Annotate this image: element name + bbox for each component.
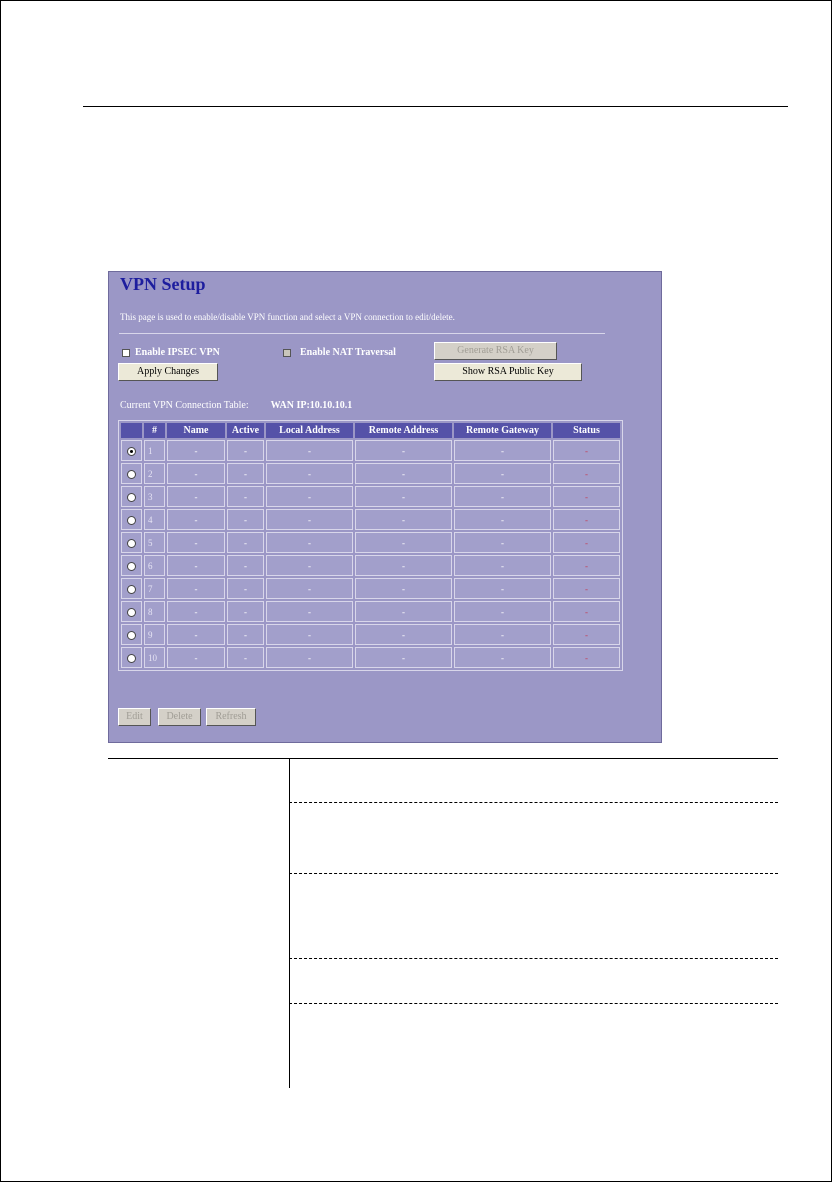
row-status-cell: - [553, 509, 620, 530]
row-name-cell: - [167, 647, 225, 668]
row-local-cell: - [266, 486, 353, 507]
row-remote-cell: - [355, 601, 452, 622]
row-active-cell: - [227, 486, 264, 507]
row-remote-cell: - [355, 532, 452, 553]
row-status-cell: - [553, 601, 620, 622]
table-row[interactable] [121, 647, 620, 668]
row-local-cell: - [266, 647, 353, 668]
row-number-cell: 9 [144, 624, 165, 645]
generate-rsa-key-button[interactable]: Generate RSA Key [434, 342, 557, 360]
table-row[interactable] [121, 601, 620, 622]
top-divider [83, 106, 788, 107]
lower-row-divider [289, 873, 778, 874]
row-remote-cell: - [355, 463, 452, 484]
row-active-cell: - [227, 578, 264, 599]
row-select-cell [121, 440, 142, 461]
row-number-cell: 1 [144, 440, 165, 461]
column-header-name: Name [167, 423, 225, 438]
table-row[interactable] [121, 555, 620, 576]
row-gateway-cell: - [454, 486, 551, 507]
row-select-radio[interactable] [127, 585, 136, 594]
show-rsa-public-key-button[interactable]: Show RSA Public Key [434, 363, 582, 381]
row-name-cell: - [167, 578, 225, 599]
enable-nat-label: Enable NAT Traversal [300, 347, 396, 358]
row-local-cell: - [266, 555, 353, 576]
lower-table-column-divider [289, 758, 290, 1088]
row-remote-cell: - [355, 509, 452, 530]
enable-nat-checkbox[interactable] [283, 349, 291, 357]
row-gateway-cell: - [454, 624, 551, 645]
row-local-cell: - [266, 601, 353, 622]
row-gateway-cell: - [454, 509, 551, 530]
row-local-cell: - [266, 624, 353, 645]
row-select-cell [121, 601, 142, 622]
row-gateway-cell: - [454, 647, 551, 668]
row-name-cell: - [167, 486, 225, 507]
row-status-cell: - [553, 578, 620, 599]
row-select-cell [121, 532, 142, 553]
row-local-cell: - [266, 440, 353, 461]
row-status-cell: - [553, 440, 620, 461]
row-number-cell: 6 [144, 555, 165, 576]
apply-changes-button[interactable]: Apply Changes [118, 363, 218, 381]
row-gateway-cell: - [454, 578, 551, 599]
column-header-local-address: Local Address [266, 423, 353, 438]
row-select-radio[interactable] [127, 654, 136, 663]
row-select-radio[interactable] [127, 493, 136, 502]
row-select-cell [121, 624, 142, 645]
table-row[interactable] [121, 578, 620, 599]
row-number-cell: 2 [144, 463, 165, 484]
edit-button[interactable]: Edit [118, 708, 151, 726]
row-select-radio[interactable] [127, 608, 136, 617]
wan-ip-value: WAN IP:10.10.10.1 [270, 400, 353, 411]
row-select-radio[interactable] [127, 447, 136, 456]
row-active-cell: - [227, 601, 264, 622]
row-status-cell: - [553, 624, 620, 645]
row-active-cell: - [227, 532, 264, 553]
row-active-cell: - [227, 555, 264, 576]
row-status-cell: - [553, 555, 620, 576]
row-remote-cell: - [355, 440, 452, 461]
row-local-cell: - [266, 532, 353, 553]
row-remote-cell: - [355, 486, 452, 507]
row-active-cell: - [227, 624, 264, 645]
row-remote-cell: - [355, 578, 452, 599]
row-select-radio[interactable] [127, 562, 136, 571]
table-row[interactable] [121, 440, 620, 461]
row-name-cell: - [167, 463, 225, 484]
table-caption-label: Current VPN Connection Table: [120, 400, 249, 411]
row-select-cell [121, 647, 142, 668]
row-name-cell: - [167, 555, 225, 576]
table-caption [120, 400, 352, 411]
row-select-cell [121, 578, 142, 599]
row-number-cell: 7 [144, 578, 165, 599]
row-gateway-cell: - [454, 532, 551, 553]
row-select-cell [121, 555, 142, 576]
row-select-radio[interactable] [127, 539, 136, 548]
table-row[interactable] [121, 463, 620, 484]
table-row[interactable] [121, 532, 620, 553]
row-local-cell: - [266, 509, 353, 530]
row-active-cell: - [227, 440, 264, 461]
column-header-number: # [144, 423, 165, 438]
enable-ipsec-label: Enable IPSEC VPN [135, 347, 220, 358]
delete-button[interactable]: Delete [158, 708, 201, 726]
table-header-row [121, 423, 620, 438]
table-row[interactable] [121, 486, 620, 507]
row-remote-cell: - [355, 624, 452, 645]
row-active-cell: - [227, 647, 264, 668]
row-remote-cell: - [355, 555, 452, 576]
row-number-cell: 4 [144, 509, 165, 530]
row-active-cell: - [227, 509, 264, 530]
vpn-connection-table [118, 420, 623, 671]
row-name-cell: - [167, 624, 225, 645]
row-name-cell: - [167, 440, 225, 461]
lower-table-top-border [108, 758, 778, 759]
row-number-cell: 10 [144, 647, 165, 668]
row-status-cell: - [553, 532, 620, 553]
row-status-cell: - [553, 647, 620, 668]
table-row[interactable] [121, 624, 620, 645]
select-column-header [121, 423, 142, 438]
row-select-radio[interactable] [127, 470, 136, 479]
row-remote-cell: - [355, 647, 452, 668]
row-number-cell: 5 [144, 532, 165, 553]
row-gateway-cell: - [454, 555, 551, 576]
lower-row-divider [289, 1003, 778, 1004]
column-header-active: Active [227, 423, 264, 438]
row-status-cell: - [553, 486, 620, 507]
row-gateway-cell: - [454, 440, 551, 461]
refresh-button[interactable]: Refresh [206, 708, 256, 726]
description-divider [119, 333, 605, 334]
row-name-cell: - [167, 509, 225, 530]
row-local-cell: - [266, 578, 353, 599]
lower-row-divider [289, 802, 778, 803]
vpn-setup-panel [108, 271, 662, 743]
column-header-status: Status [553, 423, 620, 438]
row-select-cell [121, 463, 142, 484]
row-select-cell [121, 509, 142, 530]
row-local-cell: - [266, 463, 353, 484]
row-select-radio[interactable] [127, 631, 136, 640]
enable-ipsec-checkbox[interactable] [122, 349, 130, 357]
column-header-remote-gateway: Remote Gateway [454, 423, 551, 438]
row-status-cell: - [553, 463, 620, 484]
column-header-remote-address: Remote Address [355, 423, 452, 438]
row-name-cell: - [167, 532, 225, 553]
page-description: This page is used to enable/disable VPN function and select a VPN connection to edit/delete. [120, 312, 455, 322]
row-number-cell: 3 [144, 486, 165, 507]
page-title: VPN Setup [120, 274, 206, 294]
lower-row-divider [289, 958, 778, 959]
row-gateway-cell: - [454, 463, 551, 484]
row-gateway-cell: - [454, 601, 551, 622]
row-name-cell: - [167, 601, 225, 622]
row-number-cell: 8 [144, 601, 165, 622]
row-active-cell: - [227, 463, 264, 484]
table-row[interactable] [121, 509, 620, 530]
row-select-radio[interactable] [127, 516, 136, 525]
row-select-cell [121, 486, 142, 507]
